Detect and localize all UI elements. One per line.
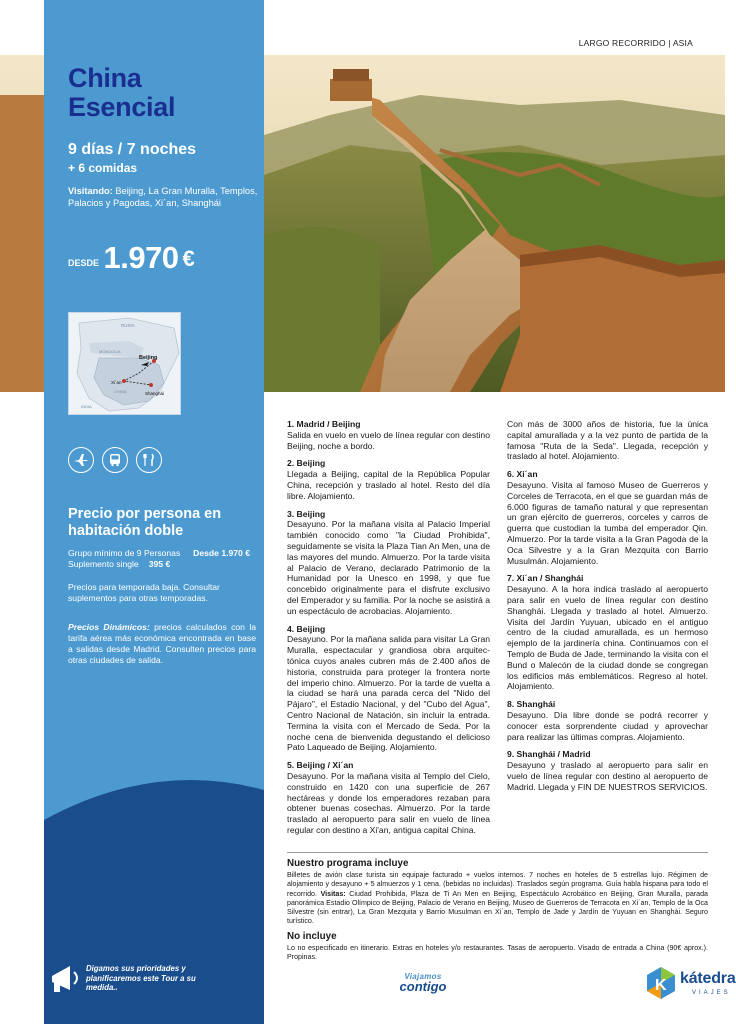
map-label-shanghai: Shanghái bbox=[145, 391, 165, 396]
brand-sub: VIAJES bbox=[692, 990, 731, 996]
category-label: LARGO RECORRIDO | ASIA bbox=[578, 38, 693, 48]
map-label-russia: RUSIA bbox=[121, 323, 135, 328]
visiting-text bbox=[68, 185, 258, 210]
itinerary-day bbox=[287, 509, 490, 617]
sidebar-panel bbox=[44, 0, 264, 1024]
viajamos-contigo-logo bbox=[383, 972, 463, 992]
trip-title-line1: China bbox=[68, 63, 142, 93]
airplane-icon bbox=[68, 447, 94, 473]
day-text: Llegada a Beijing, capital de la República Popular China, recepción y traslado al hotel. Resto del día libre. Alojamiento. bbox=[287, 469, 490, 501]
includes-text bbox=[287, 871, 708, 927]
day-title: 2. Beijing bbox=[287, 458, 326, 469]
visits-label: Visitas: bbox=[320, 889, 346, 898]
season-note: Precios para temporada baja. Consultar suplementos para otras temporadas. bbox=[68, 582, 220, 603]
visiting-places: Beijing, La Gran Muralla, Templos, Palacios y Pagodas, Xi´an, Shanghái bbox=[68, 186, 258, 209]
visiting-label: Visitando: bbox=[68, 186, 113, 196]
trip-meals: + 6 comidas bbox=[68, 161, 138, 175]
pricing-group-row bbox=[68, 548, 258, 558]
day-title: 1. Madrid / Beijing bbox=[287, 419, 361, 429]
day-text: Desayuno y traslado al aeropuerto para salir en vuelo de línea regular con destino al aeropuerto de Madrid. Llegada y FIN DE NUESTROS SERVICIOS. bbox=[507, 760, 708, 792]
trip-title bbox=[68, 64, 175, 122]
day-text: Desayuno. Por la mañana salida para visitar La Gran Muralla, espectacular y grandiosa obra arquitectónica cuyos anales cubren más de 2.400 años de historia, construida para proteger la frontera norte del imperio chino. Almuerzo. Por la tarde de vuelta a la ciudad se hará una parada cerca del "Nido del Pájaro", el Estadio Nacional, y del "Cubo del Agua", Centro Nacional de Natación, sin incluir la entrada. Termina la visita con el Mercado de Seda. Por la noche cena de bienvenida degustando el delicioso Pato Laqueado de Beijing. Alojamiento. bbox=[287, 634, 490, 753]
itinerary-day-continued bbox=[507, 419, 708, 462]
tagline: Digamos sus prioridades y planificaremos este Tour a su medida.. bbox=[86, 964, 196, 993]
route-map bbox=[68, 312, 181, 415]
day-title: 6. Xi´an bbox=[507, 469, 538, 480]
pricing-single-value: 395 € bbox=[148, 559, 171, 569]
program-section bbox=[287, 852, 708, 962]
day-title: 3. Beijing bbox=[287, 508, 326, 519]
itinerary-day bbox=[287, 458, 490, 501]
itinerary-day bbox=[507, 699, 708, 742]
excludes-text: Lo no especificado en itinerario. Extras en hoteles y/o restaurantes. Tasas de aeropuerto. Visado de entrada a China (90€ aprox.). Propinas. bbox=[287, 943, 708, 962]
dynamic-pricing-text: precios calculados con la tarifa aérea más económica encontrada en base a salidas desde Madrid. Consulten precios para otras ciudades de salida. bbox=[68, 622, 257, 665]
itinerary-column-2 bbox=[507, 419, 708, 800]
contigo-line2: contigo bbox=[399, 979, 447, 994]
day-text: Salida en vuelo en vuelo de línea regular con destino Beijing, noche a bordo. bbox=[287, 429, 490, 451]
meal-icon bbox=[136, 447, 162, 473]
trip-title-line2: Esencial bbox=[68, 92, 176, 122]
day-text: Desayuno. Por la mañana visita al Palacio Imperial también conocido como "la Ciudad Prohibida", seguidamente se visita la Plaza Tian An Men, una de las mayores del mundo. Almuerzo. Por la tarde visita al Palacio de Verano, declarado Patrimonio de la Humanidad por la Unesco en 1998, y que fue concebido originalmente para el disfrute exclusivo del Emperador y su familia. Por la noche se asistirá a un espectáculo de acrobacias. Alojamiento. bbox=[287, 519, 491, 616]
day-text: Desayuno. A la hora indica traslado al aeropuerto para salir en vuelo de línea regular con destino Shanghái. Llegada y traslado al hotel. Almuerzo. Visita del Jardín Yuyuan, ubicado en el antiguo centro de la ciudad amurallada, es un hermoso ejemplo de la jardinería china. Continuamos con el Templo de Buda de Jade, terminando la visita con el Bund o Malecón de la ciudad donde se congregan los edificios más emblemáticos. Regreso al hotel. Alojamiento. bbox=[507, 584, 708, 692]
pricing-single-label: Suplemento single bbox=[68, 559, 139, 569]
visits-body: Ciudad Prohibida, Plaza de Ti An Men en Beijing, Espectáculo Acrobático en Beijing, Gran Muralla, parada panorámica Estadio Olímpico de Beijing, Palacio de Verano en Beijing, Museo de Guerreros de Terracota en Xi´an, Templo de la Oca Silvestre (sin entrar), La Gran Mezquita y Barrio Musulman en Xi´an, Templo de Jade y Jardín de Yuyuan en Shanghái. Seguro turístico. bbox=[287, 889, 708, 926]
pricing-group-value: Desde 1.970 € bbox=[193, 548, 250, 558]
itinerary-day bbox=[287, 419, 490, 451]
brand-name: kátedra bbox=[680, 970, 736, 987]
itinerary-day bbox=[507, 749, 708, 792]
day-text: Desayuno. Día libre donde se podrá recorrer y conocer esta sorprendente ciudad y aprovechar para realizar las últimas compras. Alojamiento. bbox=[507, 709, 708, 742]
itinerary-day bbox=[287, 760, 490, 836]
day-title: 9. Shanghái / Madrid bbox=[507, 749, 591, 760]
katedra-logo-mark bbox=[645, 966, 677, 1000]
contigo-line1: Viajamos bbox=[404, 972, 442, 981]
map-label-mongolia: MONGOLIA bbox=[99, 349, 121, 354]
pricing-group-label: Grupo mínimo de 9 Personas bbox=[68, 548, 181, 558]
price-currency: € bbox=[182, 246, 195, 271]
svg-text:K: K bbox=[655, 977, 667, 994]
price-prefix: DESDE bbox=[68, 258, 100, 268]
pricing-title: Precio por persona en habitación doble bbox=[68, 506, 222, 539]
day-title: 7. Xi´an / Shanghái bbox=[507, 573, 584, 584]
map-label-beijing: Beijing bbox=[139, 355, 158, 361]
map-label-xian: Xi´an bbox=[111, 380, 122, 385]
day-text: Desayuno. Visita al famoso Museo de Guerreros y Corceles de Terracota, en el que se guardan más de 6.000 figuras de tamaño natural y que representan un gran ejército de guerreros, corceles y carros de guerra que custodian la tumba del emperador Qin. Almuerzo. Por la tarde visita a la Gran Pagoda de la Oca Silvestre y a la Gran Mezquita con Barrio Musulmán. Alojamiento. bbox=[507, 479, 708, 566]
dynamic-pricing-label: Precios Dinámicos: bbox=[68, 622, 150, 632]
day-title: 4. Beijing bbox=[287, 623, 326, 634]
includes-title: Nuestro programa incluye bbox=[287, 858, 409, 869]
included-services-icons bbox=[68, 447, 162, 473]
itinerary-day bbox=[507, 469, 708, 566]
day-title: 8. Shanghái bbox=[507, 699, 556, 710]
dynamic-pricing-note bbox=[68, 622, 256, 666]
price-amount: 1.970 bbox=[103, 240, 179, 275]
pricing-single-row bbox=[68, 559, 258, 569]
megaphone-icon bbox=[48, 962, 84, 1001]
katedra-logo bbox=[645, 964, 736, 1004]
itinerary-column-1 bbox=[287, 419, 490, 843]
day-text: Con más de 3000 años de historia, fue la única capital amurallada y a la vez punto de partida de la famosa "Ruta de la Seda". Llegada, recepción y traslado al hotel. Alojamiento. bbox=[507, 419, 708, 462]
map-label-india: INDIA bbox=[81, 404, 92, 409]
itinerary-day bbox=[287, 624, 490, 754]
bus-icon bbox=[102, 447, 128, 473]
excludes-title: No incluye bbox=[287, 930, 337, 942]
day-title: 5. Beijing / Xi´an bbox=[287, 760, 354, 771]
trip-price bbox=[68, 240, 195, 276]
includes-body: Billetes de avión clase turista sin equipaje facturado + vuelos internos. 7 noches en hoteles de 5 estrellas lujo. Régimen de alojamiento y desayuno + 5 almuerzos y 1 cena. (bebidas no incluidas). Traslados según programa. Guía habla hispana para todo el recorrido. bbox=[287, 871, 708, 898]
itinerary-day bbox=[507, 573, 708, 692]
trip-duration: 9 días / 7 noches bbox=[68, 141, 197, 158]
day-text: Desayuno. Por la mañana visita al Templo del Cielo, construido en 1420 con una superficie de 267 hectáreas y donde los emperadores rezaban para obtener buenas cosechas. Almuerzo. Por la tarde traslado al aeropuerto para salir en vuelo de línea regular con destino a Xi'an, antigua capital China. bbox=[287, 770, 490, 835]
map-label-china: CHINA bbox=[114, 389, 127, 394]
